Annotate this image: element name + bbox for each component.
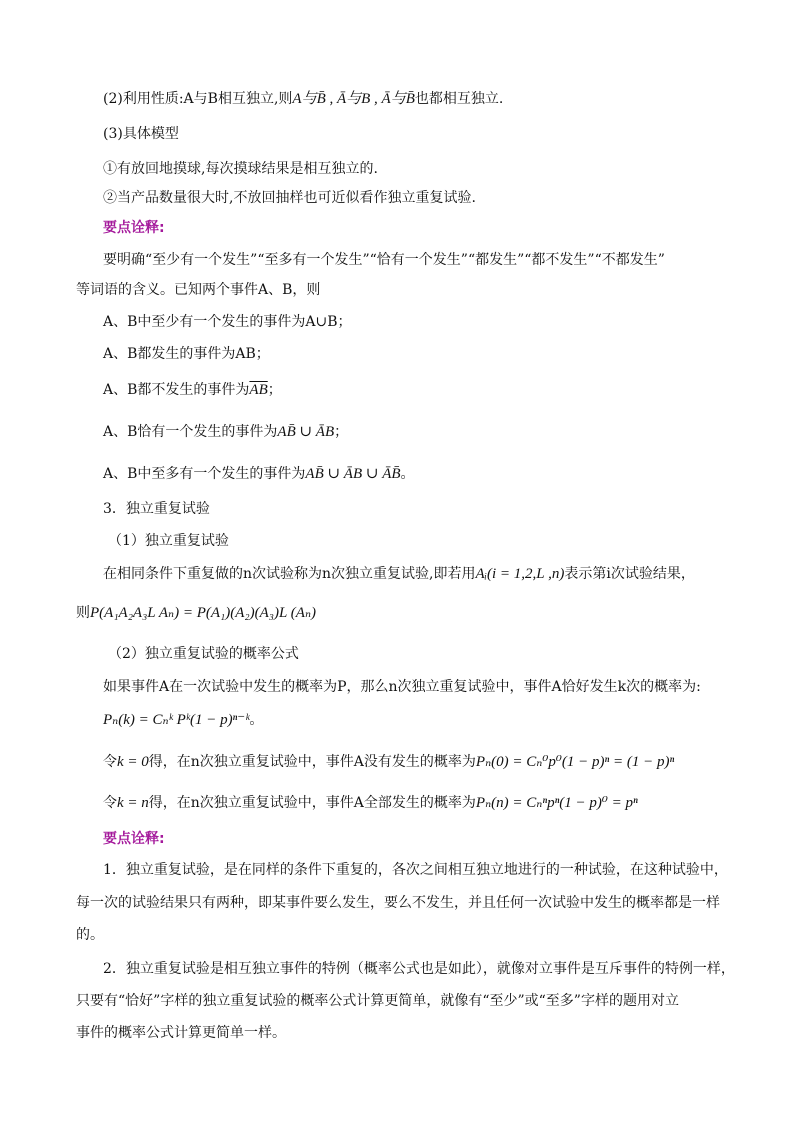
subsection-heading: （2）独立重复试验的概率公式: [108, 646, 299, 662]
paragraph-line: 要明确“至少有一个发生”“至多有一个发生”“恰有一个发生”“都发生”“都不发生”“不都发生”: [103, 252, 665, 268]
math-expr: Pₙ(k) = Cₙᵏ Pᵏ(1 − p)ⁿ⁻ᵏ: [103, 712, 250, 728]
key-note-heading: 要点诠释:: [103, 220, 165, 236]
event-def-4: A、B恰有一个发生的事件为AB̄ ∪ ĀB；: [103, 424, 349, 440]
math-expr: P(A₁A₂A₃L Aₙ) = P(A₁)(A₂)(A₃)L (Aₙ): [90, 605, 317, 621]
math-expr: $\overline{AB}$: [249, 382, 268, 398]
math-expr: k = 0: [117, 754, 149, 770]
formula-line: 则P(A₁A₂A₃L Aₙ) = P(A₁)(A₂)(A₃)L (Aₙ): [76, 605, 317, 621]
math-expr: AB̄ ∪ ĀB ∪ ĀB̄: [305, 466, 401, 482]
math-expr: k = n: [117, 795, 149, 811]
subsection-heading: （1）独立重复试验: [108, 533, 229, 549]
math-expr: Pₙ(0) = Cₙ⁰p⁰(1 − p)ⁿ = (1 − p)ⁿ: [475, 754, 675, 770]
note-paragraph-line: 的。: [76, 927, 104, 943]
formula-line: 令k = 0得，在n次独立重复试验中，事件A没有发生的概率为Pₙ(0) = Cₙ⁰p⁰(1 − p)ⁿ = (1 − p)ⁿ: [103, 754, 675, 770]
math-expr: Aᵢ(i = 1,2,L ,n): [475, 566, 565, 582]
math-expr: AB̄ ∪ ĀB: [277, 424, 335, 440]
note-paragraph-line: 每一次的试验结果只有两种，即某事件要么发生，要么不发生，并且任何一次试验中发生的概率都是一样: [76, 895, 720, 911]
formula-line: Pₙ(k) = Cₙᵏ Pᵏ(1 − p)ⁿ⁻ᵏ。: [103, 712, 264, 728]
paragraph-line: 在相同条件下重复做的n次试验称为n次独立重复试验,即若用Aᵢ(i = 1,2,L ,n)表示第i次试验结果，: [103, 566, 695, 582]
math-expr: A与B̄ , Ā与B , Ā与B̄: [292, 91, 415, 107]
paragraph-line: 等词语的含义。已知两个事件A、B，则: [76, 282, 321, 298]
property-line: (2)利用性质:A与B相互独立,则A与B̄ , Ā与B , Ā与B̄也都相互独立.: [103, 91, 504, 107]
event-def-5: A、B中至多有一个发生的事件为AB̄ ∪ ĀB ∪ ĀB̄。: [103, 466, 415, 482]
model-item-2: ②当产品数量很大时,不放回抽样也可近似看作独立重复试验.: [103, 190, 476, 206]
section-heading: 3．独立重复试验: [103, 501, 210, 517]
note-paragraph-line: 2．独立重复试验是相互独立事件的特例（概率公式也是如此），就像对立事件是互斥事件的特例一样，: [103, 961, 735, 977]
note-paragraph-line: 只要有“恰好”字样的独立重复试验的概率公式计算更简单，就像有“至少”或“至多”字样的题用对立: [76, 993, 679, 1009]
formula-line: 令k = n得，在n次独立重复试验中，事件A全部发生的概率为Pₙ(n) = Cₙⁿpⁿ(1 − p)⁰ = pⁿ: [103, 795, 638, 811]
heading-concrete-model: (3)具体模型: [103, 126, 179, 142]
paragraph-line: 如果事件A在一次试验中发生的概率为P，那么n次独立重复试验中，事件A恰好发生k次的概率为:: [103, 679, 701, 695]
note-paragraph-line: 1．独立重复试验，是在同样的条件下重复的，各次之间相互独立地进行的一种试验，在这种试验中，: [103, 862, 728, 878]
event-def-2: A、B都发生的事件为AB；: [103, 346, 270, 362]
math-expr: Pₙ(n) = Cₙⁿpⁿ(1 − p)⁰ = pⁿ: [475, 795, 638, 811]
note-paragraph-line: 事件的概率公式计算更简单一样。: [76, 1025, 286, 1041]
model-item-1: ①有放回地摸球,每次摸球结果是相互独立的.: [103, 161, 378, 177]
key-note-heading: 要点诠释:: [103, 831, 165, 847]
event-def-3: A、B都不发生的事件为$\overline{AB}$；: [103, 382, 282, 398]
event-def-1: A、B中至少有一个发生的事件为A∪B；: [103, 314, 352, 330]
